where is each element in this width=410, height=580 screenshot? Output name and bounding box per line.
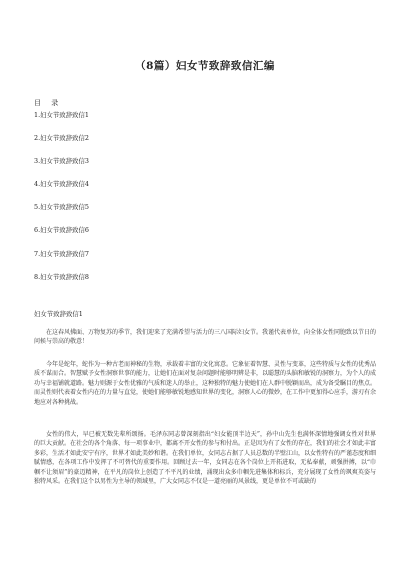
toc-item: 6.妇女节致辞致信6 (34, 226, 89, 235)
document-title: （8篇）妇女节致辞致信汇编 (135, 60, 275, 72)
toc-item: 3.妇女节致辞致信3 (34, 157, 89, 166)
toc-item: 5.妇女节致辞致信5 (34, 203, 89, 212)
toc-item: 4.妇女节致辞致信4 (34, 180, 89, 189)
toc-heading: 目 录 (34, 99, 63, 107)
table-of-contents (34, 110, 89, 295)
body-paragraph: 今年是蛇年，蛇作为一种古老而神秘的生物，承载着丰富的文化寓意。它象征着智慧、灵性与变革，这些特质与女性的优秀品质不谋而合。智慧赋予女性洞察世事的能力，让她们在面对复杂问题时能够明辨是非，以聪慧的头脑和敏锐的洞察力，为个人的成功与幸福铺就道路。魅力则源于女性优雅的气质和迷人的举止，这种独特的魅力使她们在人群中脱颖而出，成为备受瞩目的焦点。而灵性则代表着女性内在的力量与直觉，使她们能够敏锐地感知世界的变化，洞察人心的微妙，在工作中更加得心应手，游刃有余地应对各种挑战。 (34, 361, 377, 406)
section-heading: 妇女节致辞致信1 (34, 310, 83, 318)
toc-item: 1.妇女节致辞致信1 (34, 111, 89, 119)
toc-item: 2.妇女节致辞致信2 (34, 134, 89, 143)
body-paragraph: 在这春风拂面、万物复苏的季节，我们迎来了充满希望与活力的三八国际妇女节。我谨代表单位，向全体女性同胞致以节日的问候与崇高的敬意！ (34, 329, 377, 346)
toc-item: 8.妇女节致辞致信8 (34, 272, 89, 281)
toc-item: 7.妇女节致辞致信7 (34, 249, 89, 258)
body-paragraph: 女性的伟大，早已被无数先辈所颂扬。毛泽东同志曾深刻指出“妇女能顶半边天”，孙中山先生也满怀深情地强调女性对世界的巨大贡献。在社会的各个角落、每一项事业中，都离不开女性的参与和付出。正是因为有了女性的存在，我们的社会才如此丰富多彩，生活才如此安宁有序，世界才如此美妙和谐。在我们单位，女同志占据了人员总数的半壁江山，以女性特有的严谨态度和细腻情感，在各项工作中发挥了不可替代的重要作用。回顾过去一年，女同志在各个岗位上开拓进取，无私奉献，顽强拼搏，以“巾帼不让须眉”的豪迈精神，在平凡的岗位上创造了不平凡的业绩，涌现出众多巾帼先进集体和标兵，充分展现了女性的飒爽英姿与独特风采。在我们这个以男性为主导的领域里，广大女同志不仅是一道亮丽的风景线，更是单位不可或缺的 (34, 431, 377, 486)
